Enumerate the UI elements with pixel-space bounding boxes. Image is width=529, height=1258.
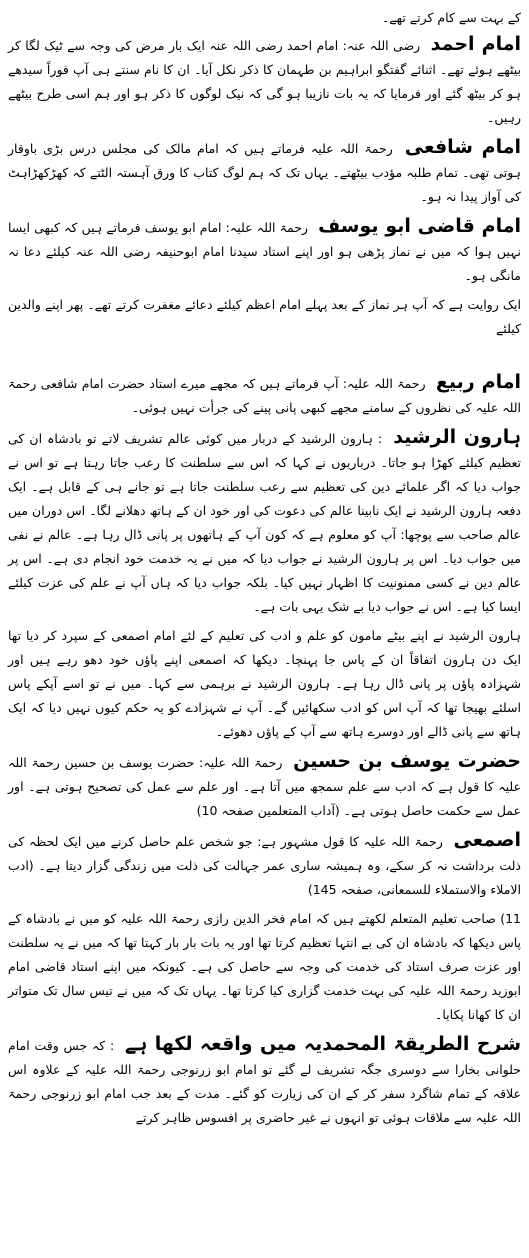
paragraph-text: رحمۃ اللہ علیہ کا قول مشہور ہے: جو شخص علم حاصل کرنے میں ایک لحظہ کی ذلت برداشت نہ کر سکے، وہ ہمیشہ ساری عمر جہالت کی ذلت میں زندگی گزار دیتا ہے۔ (ادب الاملاء والاستملاء للسمعانی، صفحہ 145) xyxy=(8,834,521,897)
paragraph-text: : ہارون الرشید کے دربار میں کوئی عالم تشریف لاتے تو بادشاہ ان کی تعظیم کیلئے کھڑا ہو جاتا۔ درباریوں نے کہا کہ اس سے سلطنت کا رعب جاتا رہتا ہے تو اس نے جواب دیا کہ اگر علمائے دین کی تعظیم سے رعب سلطنت جاتا ہے تو جانے ہی کے قابل ہے۔ ایک دفعہ ہارون الرشید نے ایک نابینا عالم کی دعوت کی اور خود ان کے ہاتھ دھلانے لگا۔ اس دوران میں عالم صاحب سے پوچھا: آپ کو معلوم ہے کہ کون آپ کے ہاتھوں پر پانی ڈال رہا ہے۔ عالم نے نفی میں جواب دیا۔ اس پر ہارون الرشید نے جواب دیا کہ میں نے یہ خدمت خود انجام دی ہے۔ اس پر عالم دین نے کسی ممنونیت کا اظہار نہیں کیا۔ بلکہ جواب دیا کہ ہاں آپ نے علم کی عزت کیلئے ایسا کیا ہے۔ اس نے جواب دیا بے شک یہی بات ہے۔ xyxy=(8,431,521,614)
paragraph-harun-rashid xyxy=(8,425,521,619)
paragraph-yusuf-bin-husain xyxy=(8,749,521,823)
paragraph-text: رضی اللہ عنہ: امام احمد رضی اللہ عنہ ایک بار مرض کی وجہ سے ٹیک لگا کر بیٹھے ہوئے تھے۔ اثنائے گفتگو ابراہیم بن طہمان کا ذکر نکل آیا۔ ان کا نام سنتے ہی آپ فوراً سیدھے ہو کر بیٹھ گئے اور فرمایا کہ یہ بات نازیبا ہو گی کہ نیک لوگوں کا ذکر ہو اور ہم اسی طرح بیٹھے رہیں۔ xyxy=(8,38,521,125)
paragraph-imam-abu-yusuf xyxy=(8,214,521,288)
section-heading: شرح الطریقۃ المحمدیہ میں واقعہ لکھا ہے xyxy=(125,1033,522,1055)
paragraph-text: رحمۃ اللہ علیہ فرماتے ہیں کہ امام مالک کی مجلس درس بڑی باوقار ہوتی تھی۔ تمام طلبہ مؤدب بیٹھتے۔ یہاں تک کہ ہم لوگ کتاب کا ورق آہستہ الٹتے کہ کھڑکھڑاہٹ کی آواز پیدا نہ ہو۔ xyxy=(8,141,521,204)
spacer xyxy=(8,346,521,370)
section-heading: امام ربیع xyxy=(435,371,521,393)
paragraph-fakhr-razi xyxy=(8,907,521,1027)
paragraph-harun-mamun xyxy=(8,624,521,744)
paragraph-text: رحمۃ اللہ علیہ: امام ابو یوسف فرماتے ہیں کہ کبھی ایسا نہیں ہوا کہ میں نے نماز پڑھی ہو اور اپنے استاد سیدنا امام ابوحنیفہ رضی اللہ عنہ کیلئے دعا نہ مانگی ہو۔ xyxy=(8,220,521,283)
paragraph-continuation xyxy=(8,6,521,30)
section-heading: حضرت یوسف بن حسین xyxy=(293,750,521,772)
section-heading: ہارون الرشید xyxy=(393,426,521,448)
paragraph-text: رحمۃ اللہ علیہ: آپ فرماتے ہیں کہ مجھے میرے استاد حضرت امام شافعی رحمۃ اللہ علیہ کی نظروں کے سامنے مجھے کبھی پانی پینے کی جرأت نہیں ہوئی۔ xyxy=(8,376,521,415)
section-heading: اصمعی xyxy=(453,829,521,851)
paragraph-text: ایک روایت ہے کہ آپ ہر نماز کے بعد پہلے امام اعظم کیلئے دعائے مغفرت کرتے تھے۔ پھر اپنے والدین کیلئے xyxy=(8,297,521,336)
paragraph-imam-rabi xyxy=(8,370,521,420)
section-heading: امام قاضی ابو یوسف xyxy=(318,215,521,237)
paragraph-text: 11) صاحب تعلیم المتعلم لکھتے ہیں کہ امام فخر الدین رازی رحمۃ اللہ علیہ کو میں نے بادشاہ کے پاس دیکھا کہ بادشاہ ان کی بے انتہا تعظیم کرتا تھا اور یہ بات بار بار کہتا تھا کہ میں نے یہ سلطنت اور عزت صرف استاد کی خدمت کی وجہ سے حاصل کی ہے۔ کیونکہ میں اپنے استاد قاضی امام ابوزید رحمۃ اللہ علیہ کی بہت خدمت گزاری کیا کرتا تھا۔ یہاں تک کہ میں نے تیس سال تک متواتر ان کا کھانا پکایا۔ xyxy=(8,911,521,1022)
paragraph-imam-shafii xyxy=(8,135,521,209)
paragraph-text: کے بہت سے کام کرتے تھے۔ xyxy=(381,10,521,25)
paragraph-text: رحمۃ اللہ علیہ: حضرت یوسف بن حسین رحمۃ اللہ علیہ کا قول ہے کہ ادب سے علم سمجھ میں آتا ہے۔ اور علم سے عمل کی تصحیح ہوتی ہے۔ اور عمل سے حکمت حاصل ہوتی ہے۔ (آداب المتعلمین صفحہ 10) xyxy=(8,755,521,818)
paragraph-sharh-tariqa xyxy=(8,1032,521,1130)
paragraph-narration xyxy=(8,293,521,341)
section-heading: امام شافعی xyxy=(404,136,521,158)
paragraph-asmai xyxy=(8,828,521,902)
paragraph-text: ہارون الرشید نے اپنے بیٹے مامون کو علم و ادب کی تعلیم کے لئے امام اصمعی کے سپرد کر دیا تھا ایک دن ہارون اتفاقاً ان کے پاس جا پہنچا۔ دیکھا کہ اصمعی اپنے پاؤں خود دھو رہے ہیں اور شہزادہ پاؤں پر پانی ڈال رہا ہے۔ ہارون الرشید نے برہمی سے کہا۔ میں نے تو اسے آپکے پاس اسلئے بھیجا تھا کہ آپ اس کو ادب سکھائیں گے۔ آپ نے شہزادے کو یہ حکم کیوں نہیں دیا کہ ایک ہاتھ سے پانی ڈالے اور دوسرے ہاتھ سے آپ کے پاؤں دھوئے۔ xyxy=(8,628,521,739)
paragraph-imam-ahmad xyxy=(8,32,521,130)
paragraph-text: : کہ جس وقت امام حلوانی بخارا سے دوسری جگہ تشریف لے گئے تو امام ابو زرنوجی رحمۃ اللہ علیہ کے علاوہ اس علاقہ کے تمام شاگرد سفر کر کے ان کی زیارت کو گئے۔ مدت کے بعد جب امام ابو زرنوجی رحمۃ اللہ علیہ سے ملاقات ہوئی تو انہوں نے غیر حاضری پر افسوس ظاہر کرتے xyxy=(8,1038,521,1125)
section-heading: امام احمد xyxy=(430,33,521,55)
